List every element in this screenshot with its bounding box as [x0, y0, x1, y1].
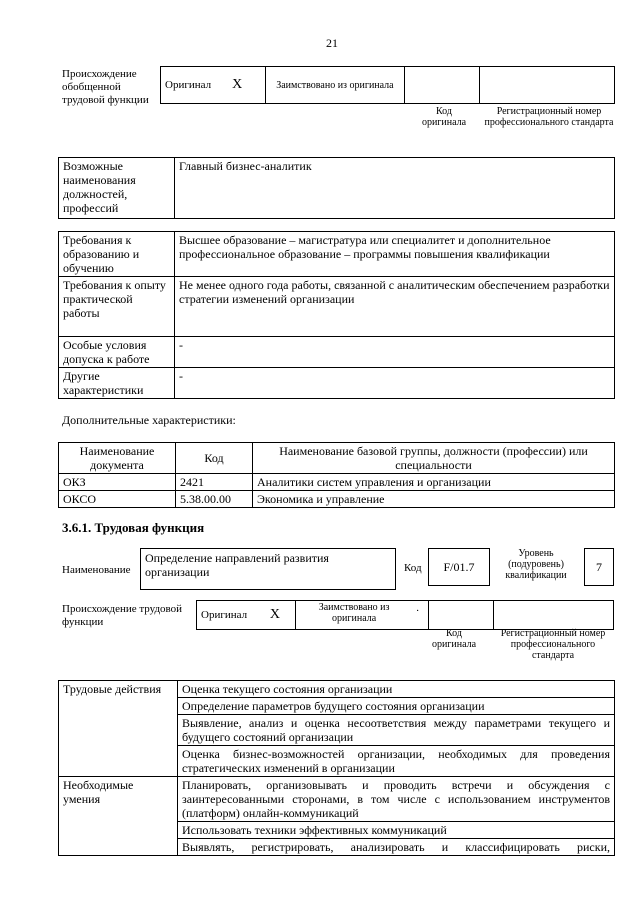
- code-cell: [405, 67, 480, 104]
- code-value: F/01.7: [428, 548, 490, 586]
- code2-caption: Код оригинала: [431, 628, 477, 650]
- action-item: Определение параметров будущего состояния организации: [178, 698, 615, 715]
- dot-mark: .: [412, 601, 428, 630]
- req-value: -: [175, 337, 615, 368]
- code-caption: Код оригинала: [421, 106, 467, 128]
- skill-item: Выявлять, регистрировать, анализировать и классифицировать риски,: [178, 839, 615, 856]
- action-item: Оценка текущего состояния организации: [178, 681, 615, 698]
- level-value: 7: [584, 548, 614, 586]
- name-value: Определение направлений развития организации: [140, 548, 396, 590]
- req-label: Требования к опыту практической работы: [59, 277, 175, 337]
- reg-cell: [479, 67, 614, 104]
- skill-item: Планировать, организовывать и проводить встречи и обсуждения с заинтересованными сторонами, в том числе с использованием инструментов (платформ) онлайн-коммуникаций: [178, 777, 615, 822]
- original2-label: Оригинал: [197, 601, 266, 630]
- action-item: Выявление, анализ и оценка несоответствия между параметрами текущего и будущего состояний организации: [178, 715, 615, 746]
- positions-table: [58, 157, 615, 219]
- reg2-caption: Регистрационный номер профессионального стандарта: [500, 628, 606, 661]
- reg2-cell: [493, 601, 613, 630]
- origin2-label: Происхождение трудовой функции: [62, 603, 183, 628]
- extra-header: Наименование документа: [59, 443, 176, 474]
- functions-table: [58, 680, 615, 856]
- borrowed-label: Заимствовано из оригинала: [265, 67, 404, 104]
- origin-label: Происхождение обобщенной трудовой функции: [62, 68, 149, 106]
- table-row: [59, 474, 615, 491]
- req-value: Не менее одного года работы, связанной с аналитическим обеспечением разработки стратегии изменений организации: [175, 277, 615, 337]
- req-label: Требования к образованию и обучению: [59, 232, 175, 277]
- reg-caption: Регистрационный номер профессионального стандарта: [484, 106, 614, 128]
- extra-cell: Аналитики систем управления и организации: [253, 474, 615, 491]
- req-value: Высшее образование – магистратура или специалитет и дополнительное профессиональное образование – программы повышения квалификации: [175, 232, 615, 277]
- origin2-table: [196, 600, 614, 630]
- level-label: Уровень (подуровень) квалификации: [505, 548, 567, 581]
- action-item: Оценка бизнес-возможностей организации, необходимых для проведения стратегических изменений в организации: [178, 746, 615, 777]
- req-label: Особые условия допуска к работе: [59, 337, 175, 368]
- borrowed2-label: Заимствовано из оригинала: [296, 601, 413, 630]
- requirements-table: [58, 231, 615, 399]
- positions-label: Возможные наименования должностей, профессий: [59, 158, 175, 219]
- original-mark: X: [228, 67, 265, 104]
- page-number: 21: [326, 36, 338, 50]
- extra-cell: Экономика и управление: [253, 491, 615, 508]
- extra-cell: 2421: [176, 474, 253, 491]
- original-label: Оригинал: [161, 67, 229, 104]
- skills-label: Необходимые умения: [59, 777, 178, 856]
- skill-item: Использовать техники эффективных коммуникаций: [178, 822, 615, 839]
- section-heading: 3.6.1. Трудовая функция: [62, 520, 205, 535]
- original2-mark: X: [266, 601, 296, 630]
- extra-header: Наименование базовой группы, должности (профессии) или специальности: [253, 443, 615, 474]
- table-row: [59, 491, 615, 508]
- extra-title: Дополнительные характеристики:: [62, 413, 236, 427]
- code-label: Код: [404, 562, 422, 574]
- extra-cell: ОКЗ: [59, 474, 176, 491]
- code2-cell: [428, 601, 493, 630]
- extra-table: [58, 442, 615, 508]
- positions-value: Главный бизнес-аналитик: [175, 158, 615, 219]
- extra-header: Код: [176, 443, 253, 474]
- origin-table: [160, 66, 615, 104]
- name-label: Наименование: [62, 564, 131, 576]
- actions-label: Трудовые действия: [59, 681, 178, 777]
- extra-cell: 5.38.00.00: [176, 491, 253, 508]
- req-label: Другие характеристики: [59, 368, 175, 399]
- extra-cell: ОКСО: [59, 491, 176, 508]
- req-value: -: [175, 368, 615, 399]
